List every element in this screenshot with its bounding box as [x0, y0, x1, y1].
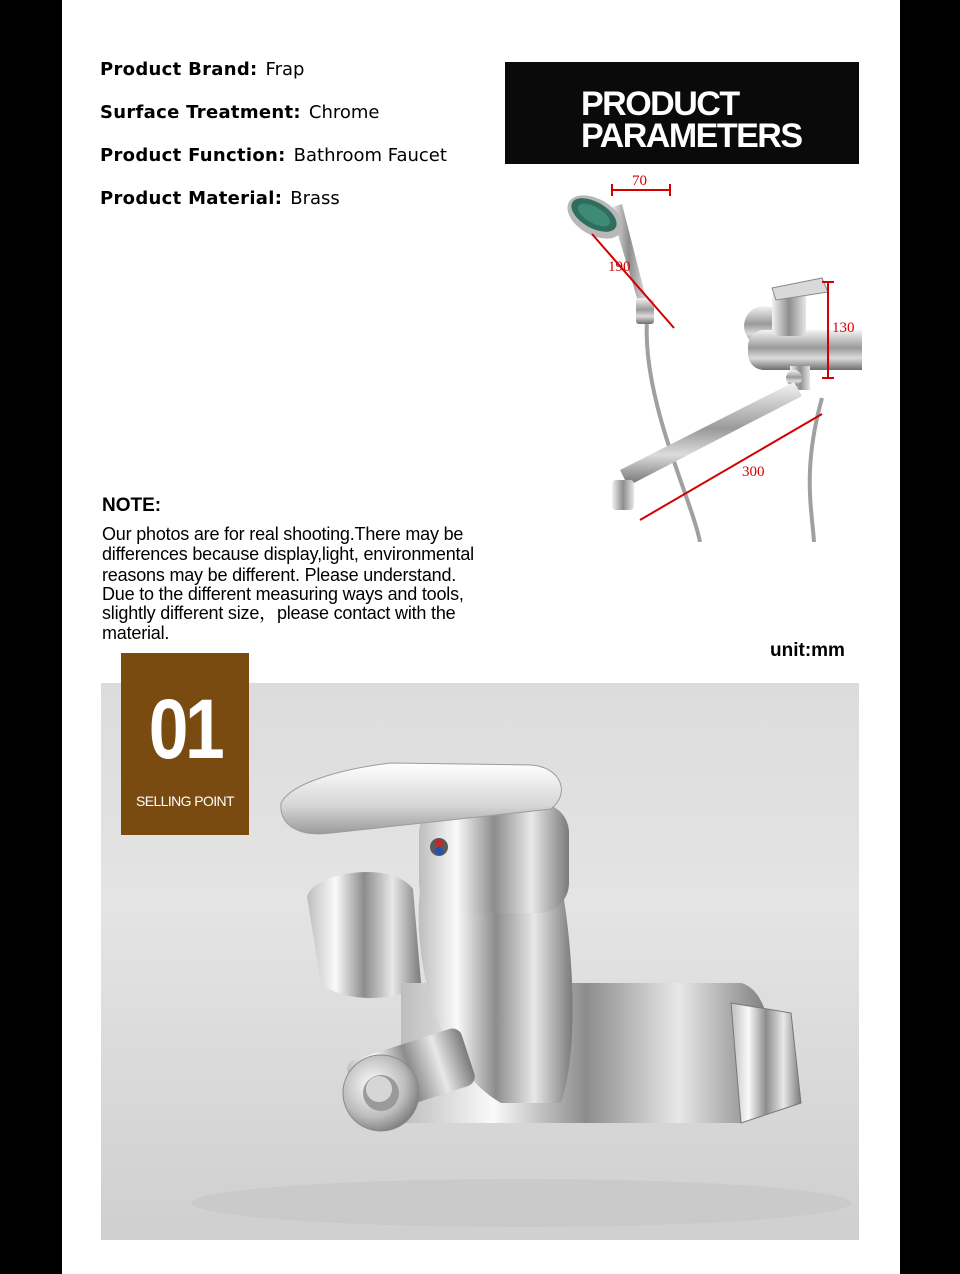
- spec-brand-label: Product Brand:: [100, 59, 258, 80]
- spec-function-label: Product Function:: [100, 145, 286, 166]
- dim-body-height: 130: [832, 320, 855, 336]
- unit-label: unit:mm: [770, 640, 845, 661]
- banner-line-2: PARAMETERS: [581, 117, 802, 155]
- spout: [612, 382, 802, 510]
- spec-surface-label: Surface Treatment:: [100, 102, 301, 123]
- badge-number: 01: [148, 682, 222, 776]
- note-line-6: material.: [102, 623, 170, 643]
- spec-brand: [100, 59, 304, 80]
- dim-head-length: 190: [608, 259, 631, 275]
- product-page: [62, 0, 900, 1274]
- note-line-4: Due to the different measuring ways and tools,: [102, 584, 464, 604]
- parameters-banner: [505, 62, 859, 164]
- dimension-diagram: [532, 170, 862, 542]
- selling-point-badge: [121, 653, 249, 835]
- spec-material-value: Brass: [290, 188, 340, 209]
- dim-spout-length: 300: [742, 464, 765, 480]
- note-line-2: differences because display,light, environmental: [102, 544, 474, 564]
- note-line-5: slightly different size，please contact with the: [102, 603, 456, 623]
- spec-surface: [100, 102, 380, 123]
- spec-material-label: Product Material:: [100, 188, 283, 209]
- spec-material: [100, 188, 340, 209]
- banner-line-1: PRODUCT: [581, 85, 739, 123]
- shower-hose: [647, 320, 700, 542]
- dim-head-width: 70: [632, 173, 647, 189]
- note-line-1: Our photos are for real shooting.There may be: [102, 524, 464, 544]
- note-line-3: reasons may be different. Please understand.: [102, 565, 457, 585]
- spec-function: [100, 145, 447, 166]
- spec-surface-value: Chrome: [308, 102, 380, 123]
- spec-brand-value: Frap: [265, 59, 305, 80]
- badge-label: SELLING POINT: [135, 793, 234, 809]
- spec-function-value: Bathroom Faucet: [293, 145, 447, 166]
- note-title: NOTE:: [102, 495, 162, 516]
